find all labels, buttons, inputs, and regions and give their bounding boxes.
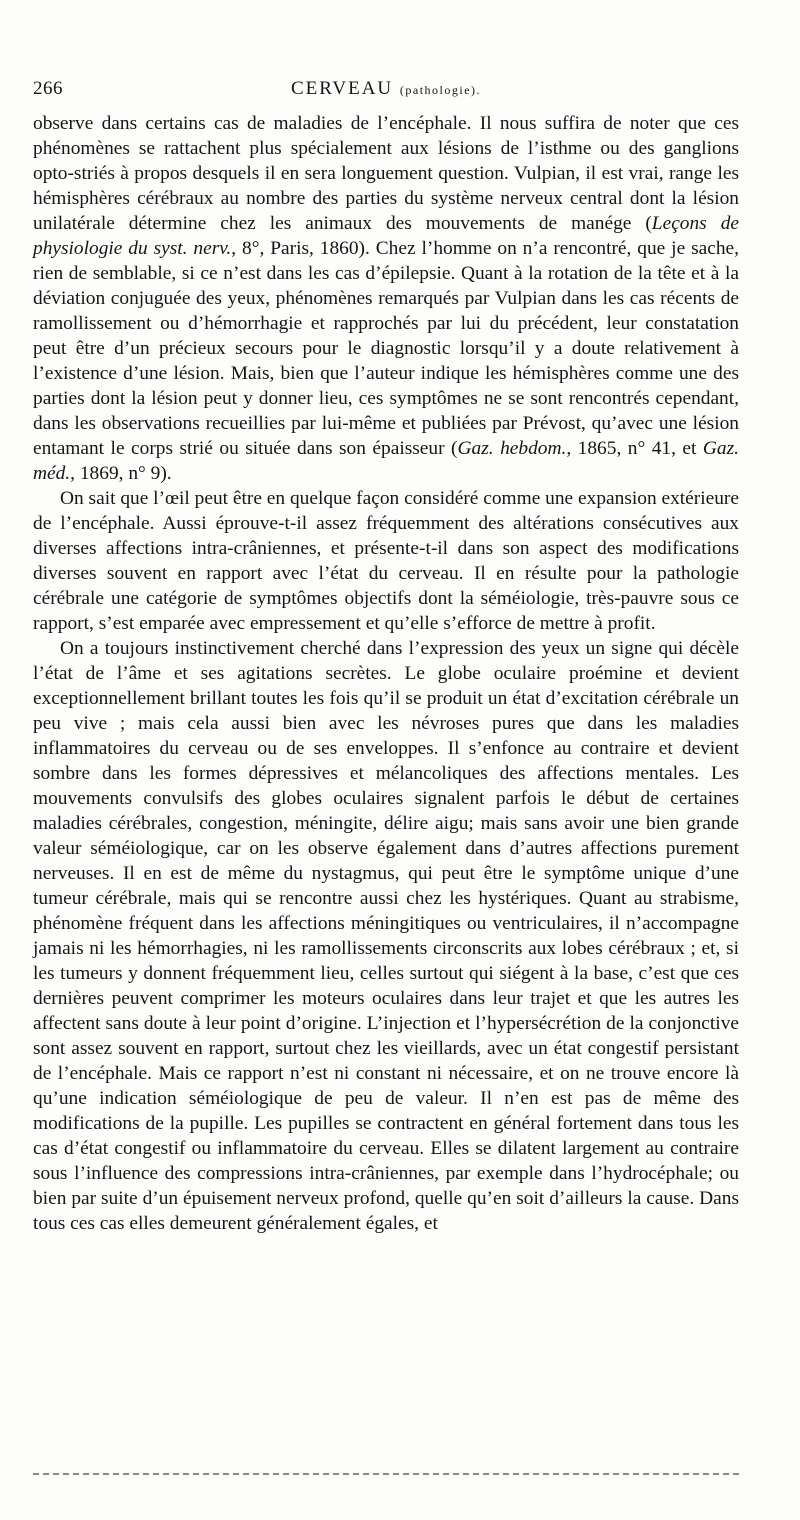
running-header (33, 78, 739, 104)
running-title-main: CERVEAU (290, 78, 394, 99)
citation-title: Gaz. méd. (33, 438, 739, 484)
paragraph-2: On sait que l’œil peut être en quelque façon considéré comme une expansion extérieure de l’encéphale. Aussi éprouve-t-il assez fréquemment des altérations consécutives aux diverses affections intra-crâniennes, et présente-t-il dans son aspect des modifications diverses souvent en rapport avec l’état du cerveau. Il en résulte pour la pathologie cérébrale une catégorie de symptômes objectifs dont la séméiologie, très-pauvre sous ce rapport, s’est emparée avec empressement et qu’elle s’efforce de mettre à profit. (33, 488, 739, 634)
paragraph-1 (33, 111, 739, 486)
text-run: , 1869, n° 9). (70, 463, 172, 484)
citation-title: Leçons de physiologie du syst. nerv. (33, 213, 739, 259)
body-text (33, 111, 739, 1236)
running-title (33, 78, 739, 100)
running-title-sub: (pathologie). (399, 83, 482, 97)
citation-title: Gaz. hebdom. (457, 438, 567, 459)
text-run: observe dans certains cas de maladies de l’encéphale. Il nous suffira de noter que ces phénomènes se rattachent plus spécialement aux lésions de l’isthme ou des ganglions opto-striés à propos desquels il en sera longuement question. Vulpian, il est vrai, range les hémisphères cérébraux au nombre des parties du système nerveux central dont la lésion unilatérale détermine chez les animaux des mouvements de manége ( (33, 113, 739, 234)
text-run: , 8°, Paris, 1860). Chez l’homme on n’a rencontré, que je sache, rien de semblable, si ce n’est dans les cas d’épilepsie. Quant à la rotation de la tête et à la déviation conjuguée des yeux, phénomènes remarqués par Vulpian dans les cas récents de ramollissement ou d’hémorrhagie et rapprochés par lui du précédent, leur constatation peut être d’un précieux secours pour le diagnostic lorsqu’il y a doute relativement à l’existence d’une lésion. Mais, bien que l’auteur indique les hémisphères comme une des parties dont la lésion peut y donner lieu, ces symptômes ne se sont rencontrés cependant, dans les observations recueillies par lui-même et publiées par Prévost, qu’avec une lésion entamant le corps strié ou située dans son épaisseur ( (33, 238, 739, 459)
footer-rule (33, 1473, 739, 1475)
paragraph-3: On a toujours instinctivement cherché dans l’expression des yeux un signe qui décèle l’état de l’âme et ses agitations secrètes. Le globe oculaire proémine et devient exceptionnellement brillant toutes les fois qu’il se produit un état d’excitation cérébrale un peu vive ; mais cela aussi bien avec les névroses pures que dans les maladies inflammatoires du cerveau ou de ses enveloppes. Il s’enfonce au contraire et devient sombre dans les formes dépressives et mélancoliques des affections mentales. Les mouvements convulsifs des globes oculaires signalent parfois le début de certaines maladies cérébrales, congestion, méningite, délire aigu; mais sans avoir une bien grande valeur séméiologique, car on les observe également dans d’autres affections purement nerveuses. Il en est de même du nystagmus, qui peut être le symptôme unique d’une tumeur cérébrale, mais qui se rencontre aussi chez les hystériques. Quant au strabisme, phénomène fréquent dans les affections méningitiques ou ventriculaires, il n’accompagne jamais ni les hémorrhagies, ni les ramollissements circonscrits aux lobes cérébraux ; et, si les tumeurs y donnent fréquemment lieu, celles surtout qui siégent à la base, c’est que ces dernières peuvent comprimer les moteurs oculaires dans leur trajet et que les autres les affectent sans doute à leur point d’origine. L’injection et l’hypersécrétion de la conjonctive sont assez souvent en rapport, surtout chez les vieillards, avec un état congestif persistant de l’encéphale. Mais ce rapport n’est ni constant ni nécessaire, et on ne trouve encore là qu’une indication séméiologique de peu de valeur. Il n’en est pas de même des modifications de la pupille. Les pupilles se contractent en général fortement dans tous les cas d’état congestif ou inflammatoire du cerveau. Elles se dilatent largement au contraire sous l’influence des compressions intra-crâniennes, par exemple dans l’hydrocéphale; ou bien par suite d’un épuisement nerveux profond, quelle qu’en soit d’ailleurs la cause. Dans tous ces cas elles demeurent généralement égales, et (33, 638, 739, 1234)
text-run: , 1865, n° 41, et (566, 438, 703, 459)
page-number: 266 (33, 78, 63, 99)
